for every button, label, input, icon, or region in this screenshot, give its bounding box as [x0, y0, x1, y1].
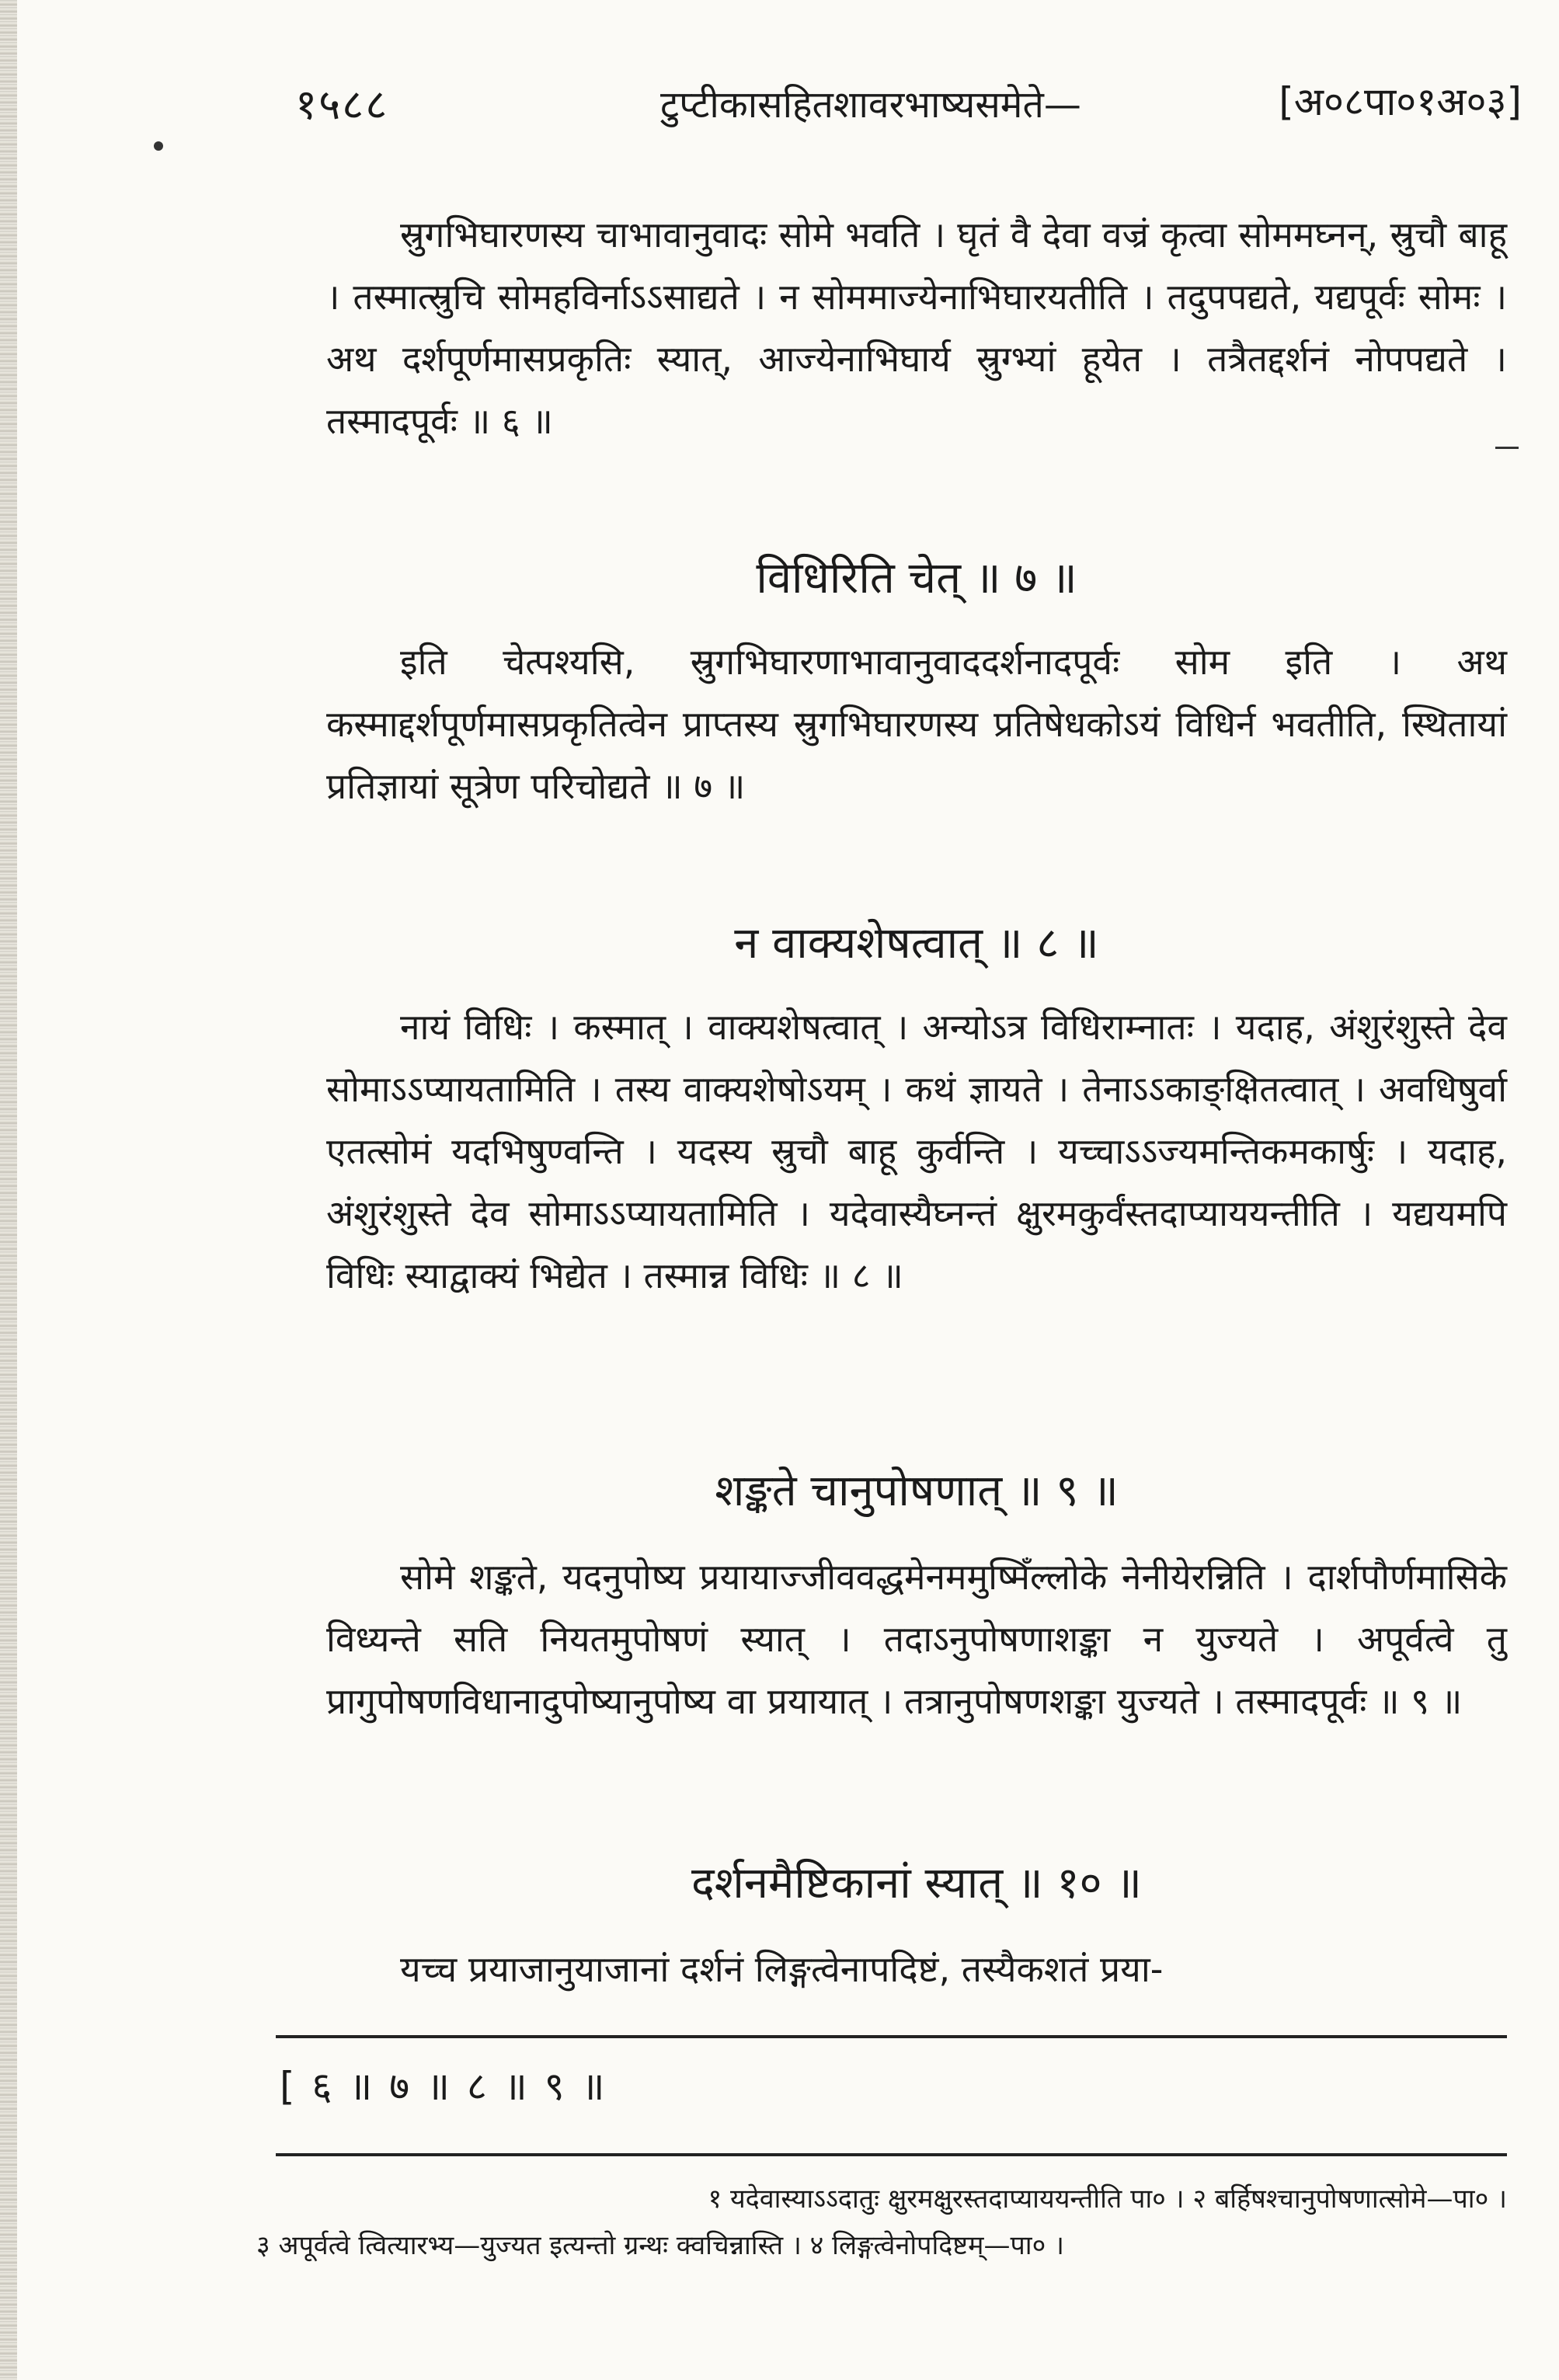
page-number: १५८८	[295, 80, 389, 129]
commentary-paragraph-8	[326, 996, 1507, 1307]
footnote-line: १ यदेवास्याऽऽदातुः क्षुरमक्षुरस्तदाप्याययन्तीति पा० । २ बर्हिषश्चानुपोषणात्सोमे—पा० ।	[708, 2183, 1507, 2215]
sutra-7: विधिरिति चेत् ॥ ७ ॥	[756, 553, 1077, 604]
commentary-paragraph-10	[326, 1938, 1507, 2000]
sutra-8: न वाक्यशेषत्वात् ॥ ८ ॥	[734, 918, 1099, 969]
sutra-10: दर्शनमैष्टिकानां स्यात् ॥ १० ॥	[691, 1858, 1142, 1909]
margin-reference: [ ६ ॥ ७ ॥ ८ ॥ ९ ॥	[280, 2064, 607, 2109]
running-title: टुप्टीकासहितशावरभाष्यसमेते—	[660, 83, 1081, 127]
commentary-paragraph-9	[326, 1546, 1507, 1732]
commentary-paragraph-6	[326, 204, 1507, 452]
chapter-locator: [अ०८पा०१अ०३]	[1279, 79, 1522, 124]
paragraph-text: सोमे शङ्कते, यदनुपोष्य प्रयायाज्जीववद्धमेनममुष्मिँल्लोके नेनीयेरन्निति । दार्शपौर्णमासिके विध्यन्ते सति नियतमुपोषणं स्यात् । तदाऽनुपोषणाशङ्का न युज्यते । अपूर्वत्वे तु प्रागुपोषणविधानादुपोष्यानुपोष्य वा प्रयायात् । तत्रानुपोषणशङ्का युज्यते । तस्मादपूर्वः ॥ ९ ॥	[326, 1556, 1507, 1722]
sutra-9: शङ्कते चानुपोषणात् ॥ ९ ॥	[715, 1466, 1119, 1516]
paragraph-text: नायं विधिः । कस्मात् । वाक्यशेषत्वात् । अन्योऽत्र विधिराम्नातः । यदाह, अंशुरंशुस्ते देव सोमाऽऽप्यायतामिति । तस्य वाक्यशेषोऽयम् । कथं ज्ञायते । तेनाऽऽकाङ्क्षितत्वात् । अवधिषुर्वा एतत्सोमं यदभिषुण्वन्ति । यदस्य स्रुचौ बाहू कुर्वन्ति । यच्चाऽऽज्यमन्तिकमकार्षुः । यदाह, अंशुरंशुस्ते देव सोमाऽऽप्यायतामिति । यदेवास्यैघ्नन्तं क्षुरमकुर्वंस्तदाप्याययन्तीति । यद्ययमपि विधिः स्याद्वाक्यं भिद्येत । तस्मान्न विधिः ॥ ८ ॥	[326, 1006, 1507, 1296]
page-header	[295, 74, 1536, 151]
upper-rule	[276, 2035, 1507, 2038]
footnote-rule	[276, 2153, 1507, 2156]
paragraph-text: स्रुगभिघारणस्य चाभावानुवादः सोमे भवति । घृतं वै देवा वज्रं कृत्वा सोममघ्नन्, स्रुचौ बाहू । तस्मात्स्रुचि सोमहविर्नाऽऽसाद्यते । न सोममाज्येनाभिघारयतीति । तदुपपद्यते, यद्यपूर्वः सोमः । अथ दर्शपूर्णमासप्रकृतिः स्यात्, आज्येनाभिघार्य स्रुग्भ्यां हूयेत । तत्रैतद्दर्शनं नोपपद्यते । तस्मादपूर्वः ॥ ६ ॥	[326, 214, 1507, 442]
commentary-paragraph-7	[326, 631, 1507, 817]
margin-dash	[1495, 447, 1519, 449]
paragraph-text: यच्च प्रयाजानुयाजानां दर्शनं लिङ्गत्वेनापदिष्टं, तस्यैकशतं प्रया-	[400, 1948, 1164, 1990]
paragraph-text: इति चेत्पश्यसि, स्रुगभिघारणाभावानुवाददर्शनादपूर्वः सोम इति । अथ कस्माद्दर्शपूर्णमासप्रकृतित्वेन प्राप्तस्य स्रुगभिघारणस्य प्रतिषेधकोऽयं विधिर्न भवतीति, स्थितायां प्रतिज्ञायां सूत्रेण परिचोद्यते ॥ ७ ॥	[326, 641, 1507, 807]
footnote-line: ३ अपूर्वत्वे त्वित्यारभ्य—युज्यत इत्यन्तो ग्रन्थः क्वचिन्नास्ति । ४ लिङ्गत्वेनोपदिष्टम्—पा० ।	[256, 2230, 1064, 2261]
